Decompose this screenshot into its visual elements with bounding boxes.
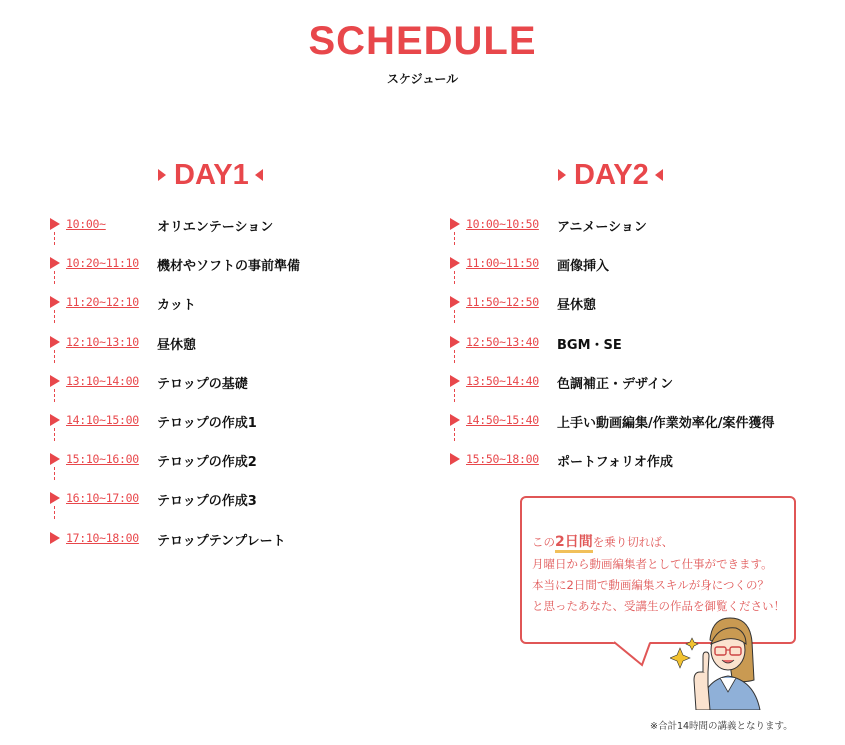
- timeline-divider: [454, 350, 455, 363]
- time-link[interactable]: 15:50~18:00: [466, 452, 539, 467]
- day2-title: DAY2: [574, 158, 649, 191]
- session-label: テロップの基礎: [157, 376, 248, 392]
- time-link[interactable]: 13:10~14:00: [66, 373, 139, 388]
- session-label: テロップの作成3: [157, 494, 257, 510]
- timeline-divider: [54, 506, 55, 519]
- bullet-triangle-icon: [50, 296, 60, 308]
- timeline-divider: [54, 232, 55, 245]
- bubble-line-1: [532, 531, 673, 551]
- time-link[interactable]: 14:50~15:40: [466, 412, 539, 427]
- triangle-left-icon: [655, 169, 663, 181]
- page-subtitle: スケジュール: [386, 72, 459, 86]
- bullet-triangle-icon: [50, 414, 60, 426]
- session-label: オリエンテーション: [157, 220, 274, 235]
- session-label: 色調補正・デザイン: [557, 376, 674, 392]
- day1-heading: [158, 155, 263, 195]
- time-link[interactable]: 10:00~: [66, 217, 106, 231]
- day1-title: DAY1: [174, 158, 249, 191]
- time-link[interactable]: 15:10~16:00: [66, 452, 139, 467]
- bubble-line-3: 本当に2日間で動画編集スキルが身につくの？: [532, 578, 769, 592]
- timeline-divider: [54, 350, 55, 363]
- highlight-2days: 2日間: [555, 534, 593, 553]
- timeline-divider: [54, 389, 55, 402]
- timeline-divider: [454, 389, 455, 402]
- bullet-triangle-icon: [450, 336, 460, 348]
- timeline-divider: [54, 467, 55, 480]
- session-label: 昼休憩: [557, 298, 597, 314]
- timeline-divider: [54, 428, 55, 441]
- session-label: 昼休憩: [157, 337, 197, 353]
- time-link[interactable]: 17:10~18:00: [66, 530, 139, 545]
- time-link[interactable]: 14:10~15:00: [66, 412, 139, 427]
- bubble-line-4: と思ったあなた、受講生の作品を御覧ください！: [532, 599, 785, 613]
- timeline-divider: [54, 271, 55, 284]
- bullet-triangle-icon: [50, 257, 60, 269]
- session-label: 機材やソフトの事前準備: [157, 259, 301, 275]
- timeline-divider: [454, 310, 455, 323]
- session-label: ポートフォリオ作成: [557, 455, 673, 471]
- bullet-triangle-icon: [50, 492, 60, 504]
- session-label: 上手い動画編集/作業効率化/案件獲得: [557, 415, 775, 431]
- bullet-triangle-icon: [450, 375, 460, 387]
- session-label: BGM・SE: [557, 337, 622, 353]
- time-link[interactable]: 11:50~12:50: [466, 295, 539, 310]
- bullet-triangle-icon: [450, 453, 460, 465]
- bullet-triangle-icon: [50, 218, 60, 230]
- timeline-divider: [54, 310, 55, 323]
- timeline-divider: [454, 428, 455, 441]
- bubble-text: を乗り切れば、: [592, 535, 674, 549]
- timeline-divider: [454, 232, 455, 245]
- time-link[interactable]: 13:50~14:40: [466, 373, 539, 388]
- time-link[interactable]: 11:00~11:50: [466, 256, 539, 271]
- bullet-triangle-icon: [50, 375, 60, 387]
- time-link[interactable]: 10:20~11:10: [66, 256, 139, 271]
- sparkle-icon: [670, 648, 690, 668]
- triangle-left-icon: [255, 169, 263, 181]
- page-title: SCHEDULE: [308, 19, 537, 63]
- bullet-triangle-icon: [450, 414, 460, 426]
- bullet-triangle-icon: [50, 336, 60, 348]
- bullet-triangle-icon: [450, 296, 460, 308]
- session-label: アニメーション: [557, 220, 647, 235]
- speech-bubble-tail: [610, 641, 660, 671]
- session-label: カット: [157, 298, 196, 314]
- time-link[interactable]: 12:10~13:10: [66, 334, 139, 349]
- session-label: テロップテンプレート: [157, 533, 286, 549]
- triangle-right-icon: [558, 169, 566, 181]
- bullet-triangle-icon: [450, 218, 460, 230]
- session-label: テロップの作成1: [157, 415, 257, 431]
- bubble-text: この: [532, 535, 555, 549]
- bubble-line-2: 月曜日から動画編集者として仕事ができます。: [532, 557, 773, 571]
- time-link[interactable]: 12:50~13:40: [466, 334, 539, 349]
- bullet-triangle-icon: [50, 453, 60, 465]
- instructor-illustration: [670, 610, 780, 710]
- footnote: ※合計14時間の講義となります。: [650, 721, 793, 732]
- sparkle-icon: [686, 638, 698, 650]
- bullet-triangle-icon: [50, 532, 60, 544]
- bullet-triangle-icon: [450, 257, 460, 269]
- session-label: テロップの作成2: [157, 455, 257, 471]
- session-label: 画像挿入: [557, 259, 610, 275]
- day2-heading: [558, 155, 663, 195]
- timeline-divider: [454, 271, 455, 284]
- time-link[interactable]: 11:20~12:10: [66, 295, 139, 310]
- triangle-right-icon: [158, 169, 166, 181]
- time-link[interactable]: 10:00~10:50: [466, 217, 539, 231]
- time-link[interactable]: 16:10~17:00: [66, 491, 139, 506]
